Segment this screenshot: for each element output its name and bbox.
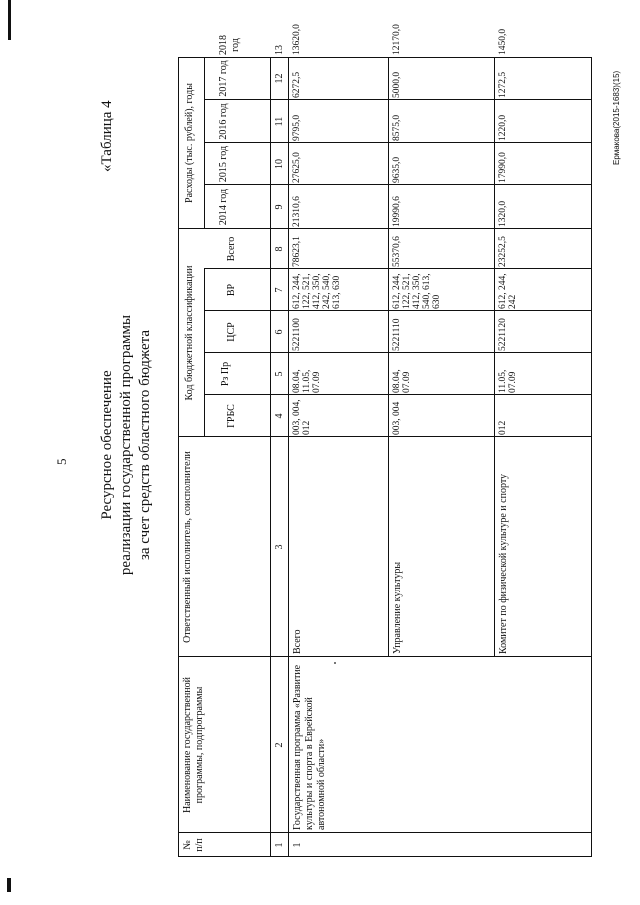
y2016-cell: 1220,0 <box>498 114 508 141</box>
y2014-cell: 19990,6 <box>392 196 402 227</box>
column-number: 10 <box>274 159 285 169</box>
csr-cell: 5221120 <box>498 318 508 351</box>
column-number: 5 <box>274 371 285 377</box>
title-line-3: за счет средств областного бюджета <box>137 329 153 561</box>
executor-cell: Всего <box>292 629 303 654</box>
title-line-2: реализации государственной программы <box>118 314 134 576</box>
total-cell: 23252,5 <box>498 236 508 267</box>
grid-line <box>204 268 592 269</box>
grbs-cell: 003, 004, 012 <box>292 399 312 435</box>
grbs-header: ГРБС <box>226 404 237 428</box>
grid-line <box>178 656 592 657</box>
y2016-cell: 9795,0 <box>292 114 302 141</box>
row-number: 1 <box>292 842 303 848</box>
total-cell: 78623,1 <box>292 236 302 267</box>
column-number: 11 <box>274 116 285 127</box>
grid-line <box>288 57 289 857</box>
column-number: 1 <box>274 842 285 848</box>
year-header: 2014 год <box>218 188 229 226</box>
y2014-cell: 21310,6 <box>292 196 302 227</box>
csr-header: ЦСР <box>226 322 237 342</box>
grid-line <box>388 57 389 657</box>
grid-line <box>204 184 592 185</box>
year-header: 2017 год <box>218 60 229 97</box>
total-cell: 55370,6 <box>392 236 402 267</box>
file-code: Ермакова(2015-1683)(15) <box>612 70 621 165</box>
column-number: 7 <box>274 287 285 293</box>
year-header: 2018 год <box>218 35 241 55</box>
table-label: «Таблица 4 <box>99 100 115 172</box>
grid-line <box>204 99 592 100</box>
grid-line <box>178 57 592 58</box>
y2018-cell: 1450,0 <box>498 28 508 55</box>
y2015-cell: 17990,0 <box>498 152 508 183</box>
budget-code-header: Код бюджетной классификации <box>184 265 195 401</box>
column-number: 13 <box>274 45 285 55</box>
grid-line <box>204 310 592 311</box>
rzpr-header: Рз Пр <box>220 361 231 387</box>
column-number: 4 <box>274 413 285 419</box>
column-number: 8 <box>274 246 285 252</box>
grid-line <box>270 57 271 857</box>
grid-line <box>178 832 592 833</box>
executor-cell: Комитет по физической культуре и спорту <box>498 473 509 654</box>
y2018-cell: 13620,0 <box>292 24 302 55</box>
year-header: 2016 год <box>218 103 229 140</box>
column-number: 3 <box>274 544 285 550</box>
y2017-cell: 5000,0 <box>392 71 402 98</box>
grid-line <box>178 856 592 857</box>
y2017-cell: 1272,5 <box>498 71 508 98</box>
grid-line <box>204 142 592 143</box>
y2014-cell: 1320,0 <box>498 200 508 227</box>
y2016-cell: 8575,0 <box>392 114 402 141</box>
grid-line <box>178 228 592 229</box>
y2018-cell: 12170,0 <box>392 24 402 55</box>
grid-line <box>494 57 495 657</box>
column-number: 2 <box>274 742 285 748</box>
grid-line <box>204 57 205 229</box>
grid-line <box>204 352 592 353</box>
vr-header: ВР <box>226 283 237 297</box>
csr-cell: 5221110 <box>392 318 402 351</box>
resource-table <box>178 24 592 857</box>
y2015-cell: 27625,0 <box>292 152 302 183</box>
rzpr-cell: 11.05, 07.09 <box>498 369 518 393</box>
total-header: Всего <box>226 236 237 262</box>
vr-cell: 612, 244, 122, 521, 412, 350, 540, 613, 630 <box>392 273 442 309</box>
program-name: Государственная программа «Развитие культуры и спорта в Еврейской автономной области» <box>292 664 327 830</box>
executor-cell: Управление культуры <box>392 561 403 654</box>
grbs-cell: 012 <box>498 420 508 435</box>
grid-line <box>178 57 179 857</box>
page-number: 5 <box>54 458 69 465</box>
title-line-1: Ресурсное обеспечение <box>99 370 115 520</box>
column-number: 6 <box>274 329 285 335</box>
csr-cell: 5221100 <box>292 318 302 351</box>
name-header: Наименование государственной программы, подпрограммы <box>182 676 205 814</box>
grid-line <box>204 394 592 395</box>
vr-cell: 612, 244, 242 <box>498 273 518 309</box>
year-header: 2015 год <box>218 145 229 183</box>
grid-line <box>178 436 592 437</box>
column-number: 12 <box>274 73 285 84</box>
rzpr-cell: 08.04, 11.05, 07.09 <box>292 369 322 393</box>
grbs-cell: 003, 004 <box>392 401 402 435</box>
executor-header: Ответственный исполнитель, соисполнители <box>182 451 193 643</box>
rzpr-cell: 08.04, 07.09 <box>392 369 412 393</box>
column-number: 9 <box>274 204 285 210</box>
y2015-cell: 9635,0 <box>392 156 402 183</box>
num-header: № п/п <box>182 838 205 852</box>
expenses-header: Расходы (тыс. рублей), годы <box>184 83 195 203</box>
vr-cell: 612, 244, 122, 521, 412, 350, 242, 540, 613, 630 <box>292 273 342 309</box>
y2017-cell: 6272,5 <box>292 71 302 98</box>
